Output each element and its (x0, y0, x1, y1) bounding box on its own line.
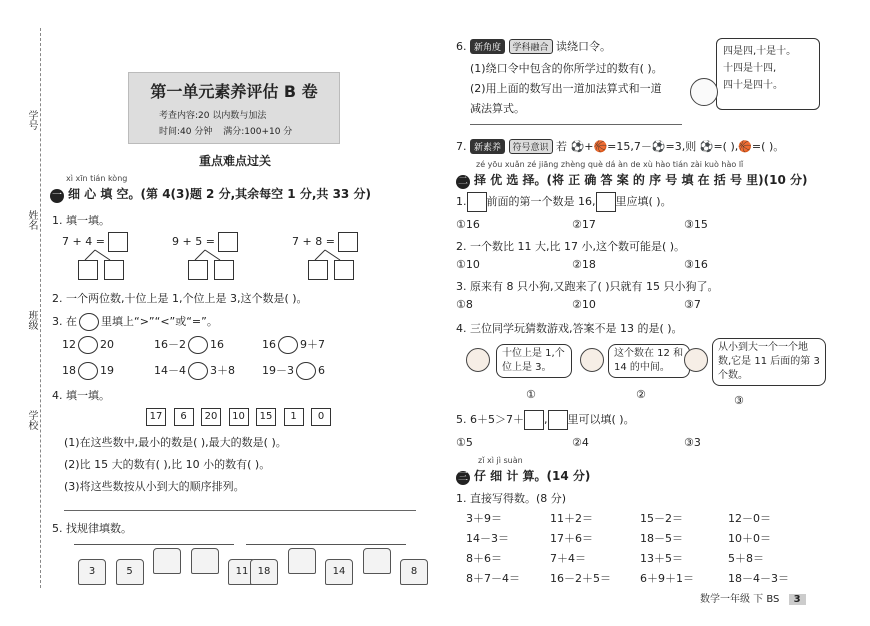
calc-item[interactable]: 10＋0＝ (728, 532, 771, 545)
calc-item[interactable]: 6＋9＋1＝ (640, 572, 694, 585)
speech-bubble-2: 这个数在 12 和 14 的中间。 (608, 344, 690, 378)
calc-item[interactable]: 11＋2＝ (550, 512, 593, 525)
answer-line (64, 510, 416, 511)
calc-item[interactable]: 3＋9＝ (466, 512, 502, 525)
bunny-icon (690, 78, 718, 106)
tshirt-icon: 18 (250, 559, 278, 585)
side-label-id: 学号 (26, 110, 37, 130)
calc-item[interactable]: 8＋7－4＝ (466, 572, 520, 585)
speech-bubble-3: 从小到大一个一个地数,它是 11 后面的第 3 个数。 (712, 338, 826, 386)
q6-sub2: (2)用上面的数写出一道加法算式和一道 (470, 82, 662, 95)
calc-item[interactable]: 18－5＝ (640, 532, 683, 545)
tag-new-literacy: 新素养 (470, 139, 505, 154)
s3-heading: 三 仔 细 计 算。(14 分) (458, 469, 591, 483)
number-card: 20 (201, 408, 221, 426)
q1-eq1: 7 + 4 = (62, 232, 128, 252)
calc-item[interactable]: 15－2＝ (640, 512, 683, 525)
q1-label: 1. 填一填。 (52, 214, 110, 227)
s3-pinyin: zǐ xì jì suàn (478, 456, 523, 465)
calc-item[interactable]: 7＋4＝ (550, 552, 586, 565)
decompose-box[interactable] (188, 260, 208, 280)
decompose-box[interactable] (308, 260, 328, 280)
calc-heading: 1. 直接写得数。(8 分) (456, 492, 567, 505)
number-card: 1 (284, 408, 304, 426)
compare-circle[interactable] (278, 336, 298, 354)
tag-symbol: 符号意识 (509, 139, 553, 154)
compare-circle[interactable] (296, 362, 316, 380)
s2-pinyin: zé yōu xuǎn zé jiāng zhèng què dá àn de xù hào tián zài kuò hào lǐ (476, 160, 744, 169)
title-block (128, 72, 340, 144)
q7-heading: 7. 新素养 符号意识 若 ⚽+🏀=15,7－⚽=3,则 ⚽=( ),🏀=( )。 (456, 140, 785, 153)
tshirt-icon[interactable] (288, 548, 316, 574)
q1-eq2: 9 + 5 = (172, 232, 238, 252)
q6-sub1: (1)绕口令中包含的你所学过的数有( )。 (470, 62, 663, 75)
s2-heading: 二 择 优 选 择。(将 正 确 答 案 的 序 号 填 在 括 号 里)(10 分) (458, 173, 808, 187)
tshirt-icon: 14 (325, 559, 353, 585)
poem-box: 四是四,十是十。 十四是十四, 四十是四十。 (716, 38, 820, 110)
section-number-icon: 二 (458, 176, 468, 187)
answer-box[interactable] (467, 192, 487, 212)
compare-circle-icon (79, 313, 99, 331)
q5-label: 5. 找规律填数。 (52, 522, 132, 535)
tshirt-icon: 3 (78, 559, 106, 585)
q6-heading: 6. 新角度 学科融合 读绕口令。 (456, 40, 612, 53)
compare-circle[interactable] (188, 362, 208, 380)
footer (700, 590, 806, 605)
binding-line (40, 28, 41, 588)
tag-subject: 学科融合 (509, 39, 553, 54)
tshirt-icon: 8 (400, 559, 428, 585)
decompose-box[interactable] (334, 260, 354, 280)
number-card: 0 (311, 408, 331, 426)
clothesline-2-shirts (250, 548, 434, 585)
c4-opt2[interactable]: ② (636, 388, 646, 401)
girl-avatar (684, 348, 708, 372)
time-text: 时间:40 分钟 (159, 127, 213, 137)
calc-item[interactable]: 8＋6＝ (466, 552, 502, 565)
q2-text: 2. 一个两位数,十位上是 1,个位上是 3,这个数是( )。 (52, 292, 308, 305)
c3-text: 3. 原来有 8 只小狗,又跑来了( )只就有 15 只小狗了。 (456, 280, 719, 293)
tshirt-icon: 11 (228, 559, 256, 585)
tshirt-icon[interactable] (191, 548, 219, 574)
calc-item[interactable]: 12－0＝ (728, 512, 771, 525)
page-number: 3 (789, 594, 806, 605)
speech-bubble-1: 十位上是 1,个位上是 3。 (496, 344, 572, 378)
q1-eq3: 7 + 8 = (292, 232, 358, 252)
c5-text: 5. 6＋5＞7＋ , 里可以填( )。 (456, 410, 635, 430)
focus-heading: 重点难点过关 (198, 154, 271, 168)
tshirt-icon: 5 (116, 559, 144, 585)
decompose-box[interactable] (78, 260, 98, 280)
q4-numbers (146, 408, 335, 426)
answer-line (470, 124, 682, 125)
clothesline-1-shirts (78, 548, 262, 585)
score-text: 满分:100+10 分 (223, 127, 293, 137)
q4-sub3: (3)将这些数按从小到大的顺序排列。 (64, 480, 245, 493)
c4-opt3[interactable]: ③ (734, 394, 744, 407)
q4-label: 4. 填一填。 (52, 389, 110, 402)
q4-sub1: (1)在这些数中,最小的数是( ),最大的数是( )。 (64, 436, 287, 449)
q4-sub2: (2)比 15 大的数有( ),比 10 小的数有( )。 (64, 458, 271, 471)
calc-item[interactable]: 17＋6＝ (550, 532, 593, 545)
c2-text: 2. 一个数比 11 大,比 17 小,这个数可能是( )。 (456, 240, 686, 253)
boy-avatar (466, 348, 490, 372)
compare-circle[interactable] (188, 336, 208, 354)
section-number-icon: 三 (458, 472, 468, 483)
calc-item[interactable]: 14－3＝ (466, 532, 509, 545)
number-card: 15 (256, 408, 276, 426)
answer-box[interactable] (548, 410, 568, 430)
number-card: 10 (229, 408, 249, 426)
calc-item[interactable]: 13＋5＝ (640, 552, 683, 565)
scope-text: 考查内容:20 以内数与加法 (159, 111, 267, 121)
s1-pinyin: xì xīn tián kòng (66, 174, 128, 183)
s1-heading: 一 细 心 填 空。(第 4(3)题 2 分,其余每空 1 分,共 33 分) (52, 187, 371, 201)
page-title: 第一单元素养评估 B 卷 (150, 82, 318, 101)
section-number-icon: 一 (52, 190, 62, 201)
boy-avatar (580, 348, 604, 372)
tshirt-icon[interactable] (363, 548, 391, 574)
c1-text: 1. 前面的第一个数是 16, 里应填( )。 (456, 192, 672, 212)
clothesline-1 (74, 544, 234, 545)
calc-item[interactable]: 18－4－3＝ (728, 572, 789, 585)
calc-item[interactable]: 5＋8＝ (728, 552, 764, 565)
number-card: 6 (174, 408, 194, 426)
compare-circle[interactable] (78, 362, 98, 380)
side-label-name: 姓名 (26, 210, 37, 230)
clothesline-2 (246, 544, 406, 545)
answer-box[interactable] (596, 192, 616, 212)
side-label-class: 班级 (26, 310, 37, 330)
q3-text: 3. 在 里填上“>”“<”或“=”。 (52, 313, 218, 331)
tshirt-icon[interactable] (153, 548, 181, 574)
c4-text: 4. 三位同学玩猜数游戏,答案不是 13 的是( )。 (456, 322, 683, 335)
tag-new-angle: 新角度 (470, 39, 505, 54)
calc-item[interactable]: 16－2＋5＝ (550, 572, 611, 585)
decompose-box[interactable] (104, 260, 124, 280)
compare-circle[interactable] (78, 336, 98, 354)
c4-opt1[interactable]: ① (526, 388, 536, 401)
number-card: 17 (146, 408, 166, 426)
calc-grid (466, 510, 846, 590)
answer-box[interactable] (524, 410, 544, 430)
q6-sub2b: 减法算式。 (470, 102, 525, 115)
side-label-school: 学校 (26, 410, 37, 430)
decompose-box[interactable] (214, 260, 234, 280)
footer-label: 数学一年级 下 BS (700, 594, 780, 605)
